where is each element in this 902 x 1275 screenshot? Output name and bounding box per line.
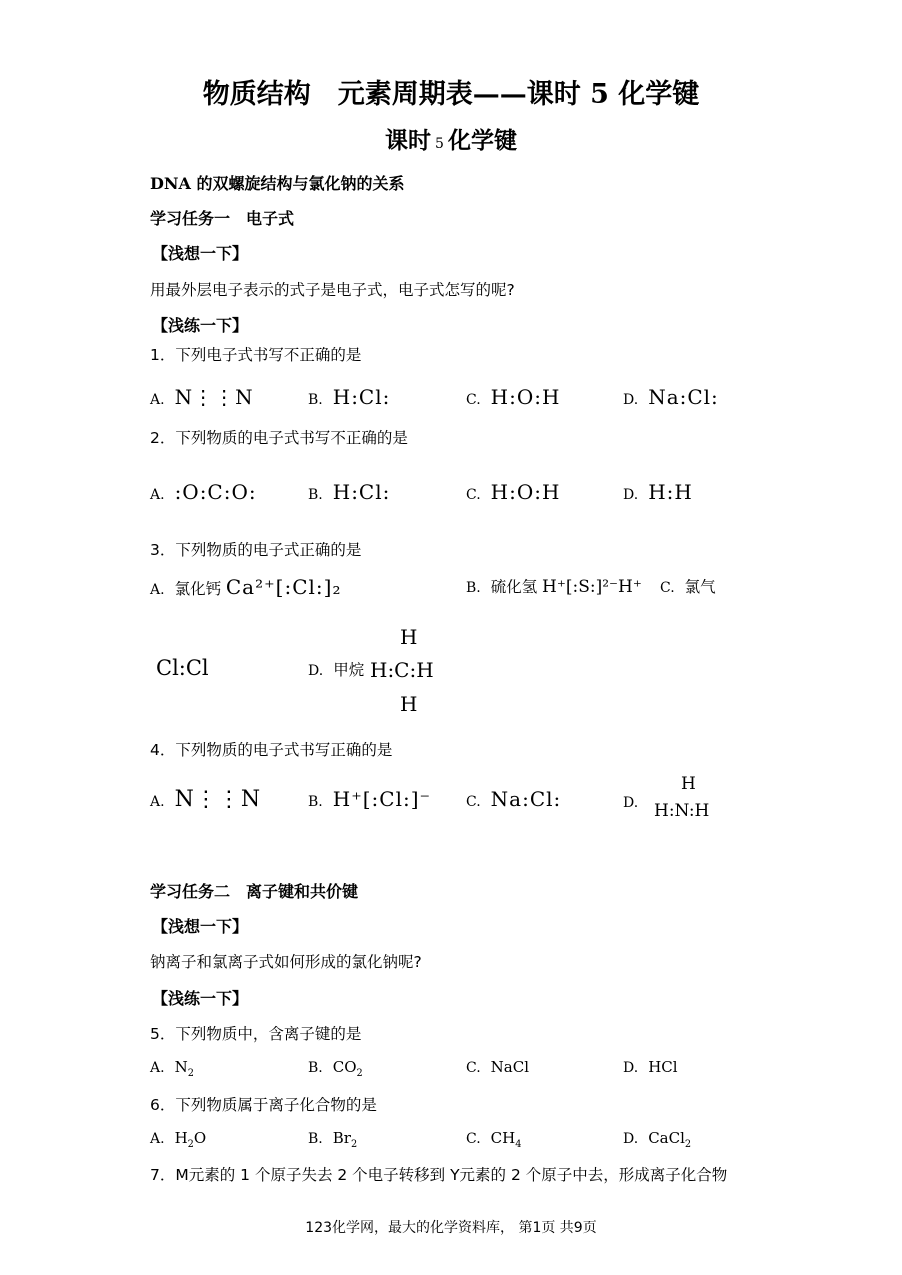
option-label: D.: [623, 1131, 639, 1147]
page-title: 物质结构 元素周期表——课时 5 化学键: [202, 79, 700, 110]
option-formula: N⋮⋮N: [174, 787, 262, 812]
intro-heading: DNA 的双螺旋结构与氯化钠的关系: [150, 174, 405, 193]
q6-option-d[interactable]: [623, 1129, 691, 1150]
option-label: A.: [150, 582, 165, 598]
methane-bottom-h: H: [400, 692, 418, 716]
q4-stem: 4．下列物质的电子式书写正确的是: [150, 741, 393, 759]
task2-heading: 学习任务二 离子键和共价键: [150, 882, 359, 901]
option-formula: H⁺[:Cl:]⁻: [332, 787, 432, 811]
methane-formula: H:C:H: [370, 658, 434, 682]
option-subscript: 2: [684, 1139, 692, 1150]
option-text: NaCl: [490, 1058, 530, 1076]
q3-option-b[interactable]: [466, 575, 642, 597]
q2-option-c[interactable]: [466, 480, 560, 504]
option-label: D.: [623, 392, 639, 408]
option-label: C.: [466, 487, 481, 503]
q6-stem: 6．下列物质属于离子化合物的是: [150, 1096, 377, 1114]
q1-option-d[interactable]: [623, 385, 719, 409]
option-label: D.: [623, 1060, 639, 1076]
option-label: A.: [150, 794, 165, 810]
q3-option-a[interactable]: [150, 575, 341, 599]
q5-option-d[interactable]: [623, 1058, 678, 1076]
option-label: A.: [150, 392, 165, 408]
option-text: CH: [490, 1129, 516, 1147]
task1-practice-label: 【浅练一下】: [152, 316, 249, 335]
subtitle-part-b: 化学键: [447, 127, 517, 154]
task1-heading: 学习任务一 电子式: [150, 209, 295, 228]
option-tail: O: [193, 1129, 207, 1147]
option-name: 氯气: [684, 578, 716, 596]
option-subscript: 4: [515, 1139, 522, 1150]
q2-option-b[interactable]: [308, 480, 390, 504]
option-label: C.: [466, 1060, 481, 1076]
option-formula: H:Cl:: [332, 385, 391, 409]
option-label: B.: [308, 392, 323, 408]
q4-option-d[interactable]: [623, 793, 648, 811]
option-subscript: 2: [356, 1068, 363, 1079]
option-label: B.: [308, 1060, 323, 1076]
option-label: B.: [308, 794, 323, 810]
task2-think-label: 【浅想一下】: [152, 917, 249, 936]
option-formula: H:Cl:: [332, 480, 391, 504]
option-label: A.: [150, 1131, 165, 1147]
q5-stem: 5．下列物质中，含离子键的是: [150, 1025, 362, 1043]
option-formula: Na:Cl:: [648, 385, 719, 409]
q3-stem: 3．下列物质的电子式正确的是: [150, 541, 362, 559]
page-footer: 123化学网，最大的化学资料库， 第1页 共9页: [305, 1220, 597, 1236]
q1-stem: 1．下列电子式书写不正确的是: [150, 346, 362, 364]
q6-option-a[interactable]: [150, 1129, 206, 1150]
methane-top-h: H: [400, 625, 418, 649]
q5-option-b[interactable]: [308, 1058, 363, 1079]
q5-option-a[interactable]: [150, 1058, 194, 1079]
q1-option-b[interactable]: [308, 385, 390, 409]
option-formula: H:O:H: [490, 385, 561, 409]
option-label: B.: [308, 1131, 323, 1147]
task1-think-text: 用最外层电子表示的式子是电子式，电子式怎写的呢?: [150, 281, 515, 299]
option-text: HCl: [648, 1058, 678, 1076]
q1-option-c[interactable]: [466, 385, 560, 409]
option-label: A.: [150, 487, 165, 503]
option-label: A.: [150, 1060, 165, 1076]
ammonia-top-h: H: [681, 774, 696, 794]
q2-option-a[interactable]: [150, 480, 257, 504]
task2-practice-label: 【浅练一下】: [152, 989, 249, 1008]
option-formula: N⋮⋮N: [174, 385, 254, 409]
q3-option-d[interactable]: [308, 658, 364, 680]
subtitle-part-a: 课时: [385, 127, 432, 154]
option-formula: H⁺[:S:]²⁻H⁺: [542, 577, 642, 597]
option-text: CO: [332, 1058, 357, 1076]
option-name: 甲烷: [333, 661, 365, 679]
option-formula: Na:Cl:: [490, 787, 562, 811]
page-subtitle: [0, 122, 902, 155]
option-label: C.: [466, 392, 481, 408]
option-label: D.: [623, 487, 639, 503]
option-text: Br: [332, 1129, 351, 1147]
option-subscript: 2: [187, 1068, 194, 1079]
option-subscript: 2: [350, 1139, 358, 1150]
task2-think-text: 钠离子和氯离子式如何形成的氯化钠呢?: [150, 953, 422, 971]
q3-option-c[interactable]: [660, 575, 716, 597]
q4-option-a[interactable]: [150, 787, 261, 812]
ammonia-formula: H:N:H: [654, 801, 710, 821]
option-label: B.: [308, 487, 323, 503]
option-text: H: [174, 1129, 188, 1147]
option-label: D.: [623, 795, 639, 811]
q3-option-c-formula: Cl:Cl: [156, 656, 209, 680]
q4-option-b[interactable]: [308, 787, 431, 811]
option-label: C.: [466, 794, 481, 810]
option-text: CaCl: [648, 1129, 685, 1147]
task1-think-label: 【浅想一下】: [152, 244, 249, 263]
option-label: D.: [308, 663, 324, 679]
option-formula: :O:C:O:: [174, 480, 257, 504]
q7-stem: 7．M元素的 1 个原子失去 2 个电子转移到 Y元素的 2 个原子中去，形成离子化合物: [150, 1166, 728, 1184]
option-formula: H:H: [648, 480, 693, 504]
q4-option-c[interactable]: [466, 787, 561, 811]
q6-option-b[interactable]: [308, 1129, 357, 1150]
q6-option-c[interactable]: [466, 1129, 521, 1150]
option-name: 硫化氢: [490, 578, 538, 596]
option-formula: Ca²⁺[:Cl:]₂: [225, 575, 342, 599]
option-name: 氯化钙: [174, 580, 222, 598]
q5-option-c[interactable]: [466, 1058, 529, 1076]
subtitle-number: 5: [435, 136, 444, 152]
q2-option-d[interactable]: [623, 480, 693, 504]
option-formula: H:O:H: [490, 480, 561, 504]
q1-option-a[interactable]: [150, 385, 254, 409]
option-text: N: [174, 1058, 188, 1076]
option-label: C.: [466, 1131, 481, 1147]
q2-stem: 2．下列物质的电子式书写不正确的是: [150, 429, 408, 447]
option-label: C.: [660, 580, 675, 596]
option-subscript: 2: [187, 1139, 194, 1150]
option-label: B.: [466, 580, 481, 596]
